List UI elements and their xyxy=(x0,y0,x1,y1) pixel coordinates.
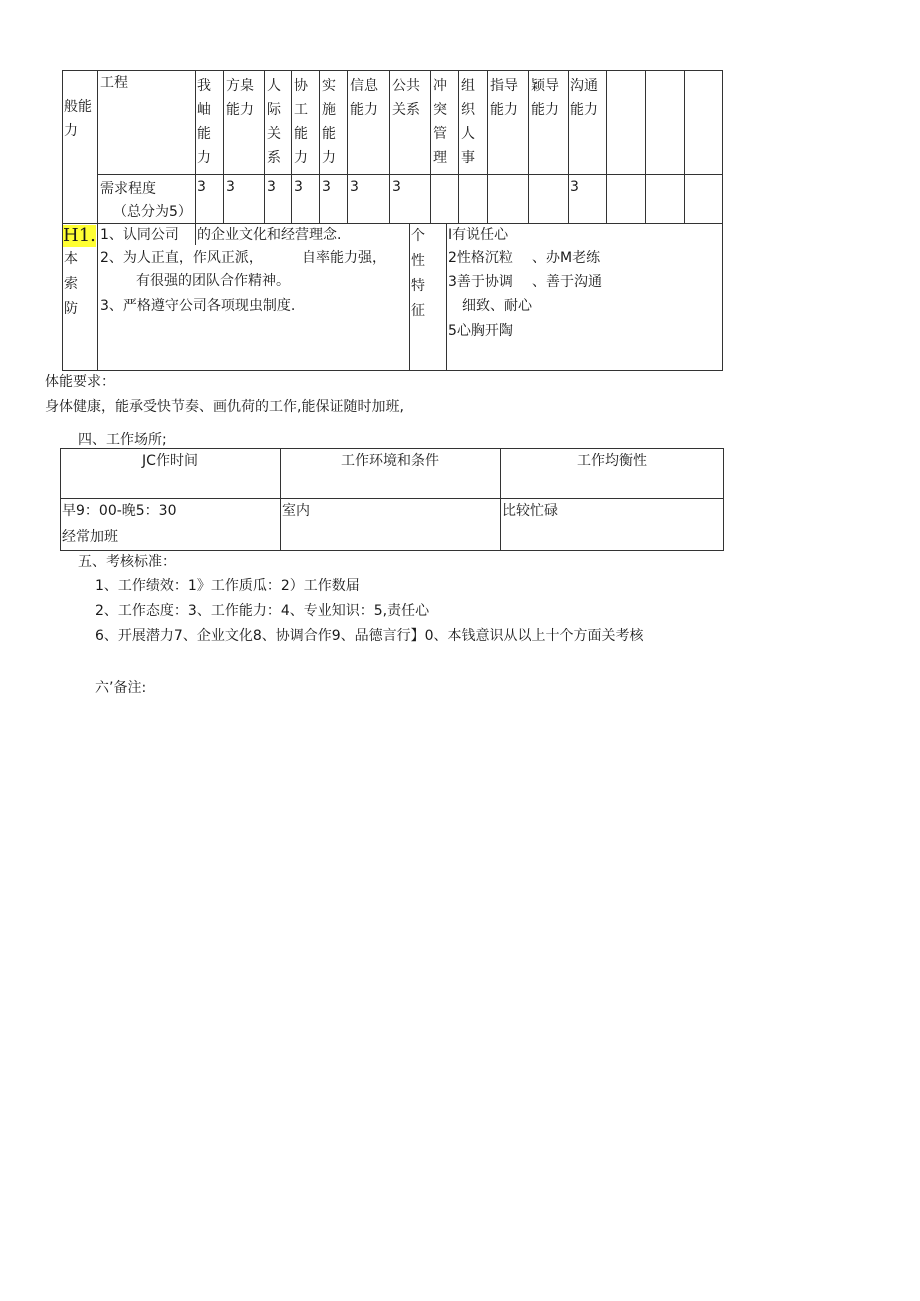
ability-header: 人际关系 xyxy=(267,78,281,166)
ability-table-col-line xyxy=(223,70,224,224)
demand-label: 需求程度 xyxy=(100,181,156,197)
ability-table-col-line xyxy=(684,70,685,224)
personality-item: 3善于协调 xyxy=(448,274,513,290)
personality-label: 个性特征 xyxy=(411,228,425,319)
overtime-note: 经常加班 xyxy=(62,529,118,545)
ability-header: 颖导能力 xyxy=(531,78,559,118)
ability-header: 组织人事 xyxy=(461,78,475,166)
ability-table-col-line xyxy=(606,70,607,224)
ability-table-col-line xyxy=(264,70,265,224)
project-label: 工程 xyxy=(100,75,128,91)
assessment-line: 6、开展潜力7、企业文化8、协调合作9、品德言行】0、本钱意识从以上十个方面关考核 xyxy=(95,628,644,644)
general-ability-label: 般能力 xyxy=(64,99,92,139)
ability-header: 冲突管理 xyxy=(433,78,447,166)
personality-item: 、办M老练 xyxy=(532,250,601,266)
workplace-title: 四、工作场所; xyxy=(78,432,167,448)
basic-quality-label: 本索防 xyxy=(64,251,78,317)
basic-item: 有很强的团队合作精神。 xyxy=(136,273,290,289)
work-environment: 室内 xyxy=(282,503,310,519)
demand-value: 3 xyxy=(226,179,235,195)
ability-table-col-line xyxy=(430,70,431,224)
basic-item-divider xyxy=(195,223,196,245)
workplace-header-balance: 工作均衡性 xyxy=(577,453,647,469)
ability-table-col-line xyxy=(446,223,447,371)
demand-value: 3 xyxy=(322,179,331,195)
work-balance: 比较忙碌 xyxy=(502,503,558,519)
assessment-line: 2、工作态度：3、工作能力：4、专业知识：5,责任心 xyxy=(95,603,430,619)
basic-item: 2、为人正直，作风正派， xyxy=(100,250,263,266)
ability-table-col-line xyxy=(568,70,569,224)
ability-table-row-line xyxy=(98,174,723,175)
demand-value: 3 xyxy=(294,179,303,195)
ability-table-col-line xyxy=(409,223,410,371)
ability-table-col-line xyxy=(645,70,646,224)
ability-header: 我岫能力 xyxy=(197,78,211,166)
ability-table-col-line xyxy=(319,70,320,224)
personality-item: 细致、耐心 xyxy=(462,298,532,314)
physical-text: 身体健康，能承受快节奏、画仇荷的工作,能保证随时加班, xyxy=(45,399,404,415)
work-hours: 早9：00-晚5：30 xyxy=(62,503,177,519)
ability-table-col-line xyxy=(389,70,390,224)
ability-table-col-line xyxy=(347,70,348,224)
personality-item: 、善于沟通 xyxy=(532,274,602,290)
ability-header: 沟通能力 xyxy=(570,78,598,118)
basic-item: 3、严格遵守公司各项现虫制度. xyxy=(100,298,296,314)
ability-header: 协工能力 xyxy=(294,78,308,166)
demand-value: 3 xyxy=(197,179,206,195)
ability-table-col-line xyxy=(458,70,459,224)
personality-item: 5心胸开陶 xyxy=(448,323,513,339)
demand-value: 3 xyxy=(570,179,579,195)
remarks-title: 六’备注: xyxy=(95,680,147,696)
workplace-row-line xyxy=(60,498,724,499)
assessment-line: 1、工作绩效：1》工作质瓜：2）工作数届 xyxy=(95,578,360,594)
demand-value: 3 xyxy=(392,179,401,195)
basic-quality-marker: H1. xyxy=(63,225,96,246)
basic-item: 1、认同公司 xyxy=(100,227,179,243)
ability-table-col-line xyxy=(291,70,292,224)
demand-value: 3 xyxy=(350,179,359,195)
ability-header: 实施能力 xyxy=(322,78,336,166)
ability-header: 公共关系 xyxy=(392,78,420,118)
ability-table-col-line xyxy=(528,70,529,224)
ability-table-col-line xyxy=(97,70,98,371)
workplace-header-environment: 工作环境和条件 xyxy=(341,453,439,469)
demand-scale-label: （总分为5） xyxy=(113,204,192,220)
basic-item: 自率能力强， xyxy=(302,250,386,266)
personality-item: I有说任心 xyxy=(448,227,509,243)
physical-title: 体能要求： xyxy=(45,374,115,390)
workplace-header-time: JC作时间 xyxy=(142,453,198,469)
ability-table-col-line xyxy=(487,70,488,224)
assessment-title: 五、考核标准： xyxy=(78,554,176,570)
ability-table-col-line xyxy=(195,70,196,224)
ability-header: 方臬能力 xyxy=(226,78,254,118)
basic-item: 的企业文化和经营理念. xyxy=(197,227,342,243)
ability-header: 信息能力 xyxy=(350,78,378,118)
ability-header: 指导能力 xyxy=(490,78,518,118)
demand-value: 3 xyxy=(267,179,276,195)
personality-item: 2性格沉粒 xyxy=(448,250,513,266)
